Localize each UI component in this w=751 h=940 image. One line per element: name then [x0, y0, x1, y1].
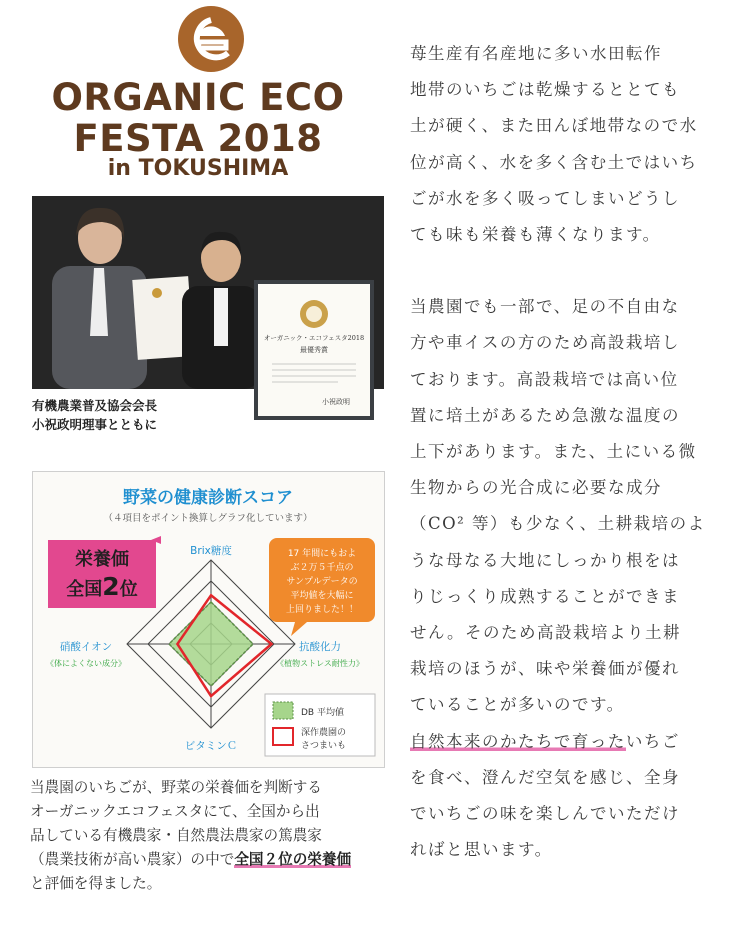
badge-line1: 栄養価 — [75, 549, 129, 570]
badge-line2: 全国 — [66, 579, 103, 600]
chart-legend — [265, 694, 375, 756]
axis-label-right-sub: 《植物ストレス耐性力》 — [276, 659, 364, 668]
badge-line3: 位 — [119, 579, 138, 600]
chart-title: 野菜の健康診断スコア — [123, 488, 293, 508]
right-p3-line1: を食べ、澄んだ空気を感じ、全身 — [410, 767, 680, 787]
right-p1-line1: 苺生産有名産地に多い水田転作 — [410, 44, 662, 63]
right-p2-line8: うな母なる大地にしっかり根をは — [410, 550, 680, 570]
right-p3-line0-rest: いちご — [625, 731, 680, 751]
left-body-text — [30, 776, 390, 896]
callout-bubble — [269, 538, 375, 636]
callout-line4: 平均値を大幅に — [290, 591, 354, 601]
callout-line2: ぶ２万５千点の — [290, 563, 354, 573]
organic-eco-festa-logo-icon — [178, 6, 244, 72]
photo-caption — [32, 396, 262, 434]
highlight-rank-text: 全国２位の栄養価 — [234, 851, 352, 868]
left-text-line1: 当農園のいちごが、野菜の栄養価を判断する — [30, 779, 322, 796]
right-p3-line0 — [410, 724, 725, 760]
axis-label-left-sub: 《体によくない成分》 — [46, 659, 126, 668]
highlight-natural-text: 自然本来のかたちで育った — [410, 731, 626, 751]
caption-line2: 小祝政明理事とともに — [32, 417, 158, 432]
right-p2-line7: （CO² 等）も少なく、土耕栽培のよ — [410, 514, 706, 534]
legend-db-label: DB 平均値 — [301, 708, 344, 718]
right-p2-line9: りじっくり成熟することができま — [410, 586, 680, 606]
badge-number: 2 — [102, 572, 120, 601]
certificate-signature: 小祝政明 — [322, 398, 350, 406]
rank-badge — [48, 536, 161, 608]
right-p3-line3: ればと思います。 — [410, 840, 553, 860]
right-p2-line12: ていることが多いのです。 — [410, 695, 625, 715]
legend-swatch-db — [273, 702, 293, 719]
logo-title-line1: ORGANIC ECO — [51, 76, 345, 119]
certificate-award: 最優秀賞 — [300, 346, 328, 354]
left-text-line2: オーガニックエコフェスタにて、全国から出 — [30, 803, 320, 820]
certificate-content — [258, 284, 370, 416]
right-p2-line11: 栽培のほうが、味や栄養価が優れ — [410, 659, 680, 679]
caption-line1: 有機農業普及協会会長 — [32, 398, 158, 413]
right-p2-line10: せん。そのため高設栽培より土耕 — [410, 623, 681, 643]
health-score-chart-card — [32, 471, 385, 768]
right-p1-line3: 土が硬く、また田んぼ地帯なので水 — [410, 116, 698, 136]
logo-title-line2: FESTA 2018 — [73, 117, 323, 160]
callout-line3: サンプルデータの — [286, 577, 358, 587]
right-body-text — [410, 36, 725, 868]
certificate-title: オーガニック・エコフェスタ2018 — [263, 334, 365, 342]
legend-swatch-farm — [273, 728, 293, 745]
right-p1-line2: 地帯のいちごは乾燥するととても — [410, 80, 680, 100]
right-p1-line5: ごが水を多く吸ってしまいどうし — [410, 188, 680, 208]
legend-farm-label-line2: さつまいも — [301, 741, 347, 751]
right-p1-line4: 位が高く、水を多く含む土ではいち — [410, 152, 698, 172]
callout-line1: 17 年間にもおよ — [287, 549, 357, 559]
chart-subtitle: （４項目をポイント換算しグラフ化しています） — [103, 513, 313, 524]
left-text-line5: と評価を得ました。 — [30, 875, 162, 892]
axis-label-bottom: ビタミンＣ — [184, 740, 238, 752]
right-p2-line2: 方や車イスの方のため高設栽培し — [410, 333, 680, 353]
award-certificate-paper — [258, 284, 370, 416]
axis-label-right: 抗酸化力 — [299, 641, 341, 653]
logo-title-line3: in TOKUSHIMA — [107, 156, 289, 181]
callout-line5: 上回りました！！ — [285, 605, 359, 615]
axis-label-left: 硝酸イオン — [59, 641, 113, 653]
award-certificate — [254, 280, 374, 420]
right-p2-line5: 上下があります。また、土にいる微 — [410, 442, 697, 462]
right-p3-line2: でいちごの味を楽しんでいただけ — [410, 804, 680, 824]
health-score-radar-chart — [33, 472, 384, 767]
left-text-line4 — [30, 848, 390, 872]
right-p2-line4: 置に培土があるため急激な温度の — [410, 405, 680, 425]
right-p2-line6: 生物からの光合成に必要な成分 — [410, 478, 662, 498]
left-text-line3: 品している有機農家・自然農法農家の篤農家 — [30, 827, 322, 844]
right-p2-line1: 当農園でも一部で、足の不自由な — [410, 297, 680, 317]
axis-label-top: Brix糖度 — [190, 545, 232, 557]
right-p1-line6: ても味も栄養も薄くなります。 — [410, 225, 661, 245]
right-p2-line3: ております。高設栽培では高い位 — [410, 369, 679, 389]
legend-farm-label-line1: 深作農園の — [301, 728, 347, 738]
left-text-line4a: （農業技術が高い農家）の中で — [30, 851, 235, 868]
